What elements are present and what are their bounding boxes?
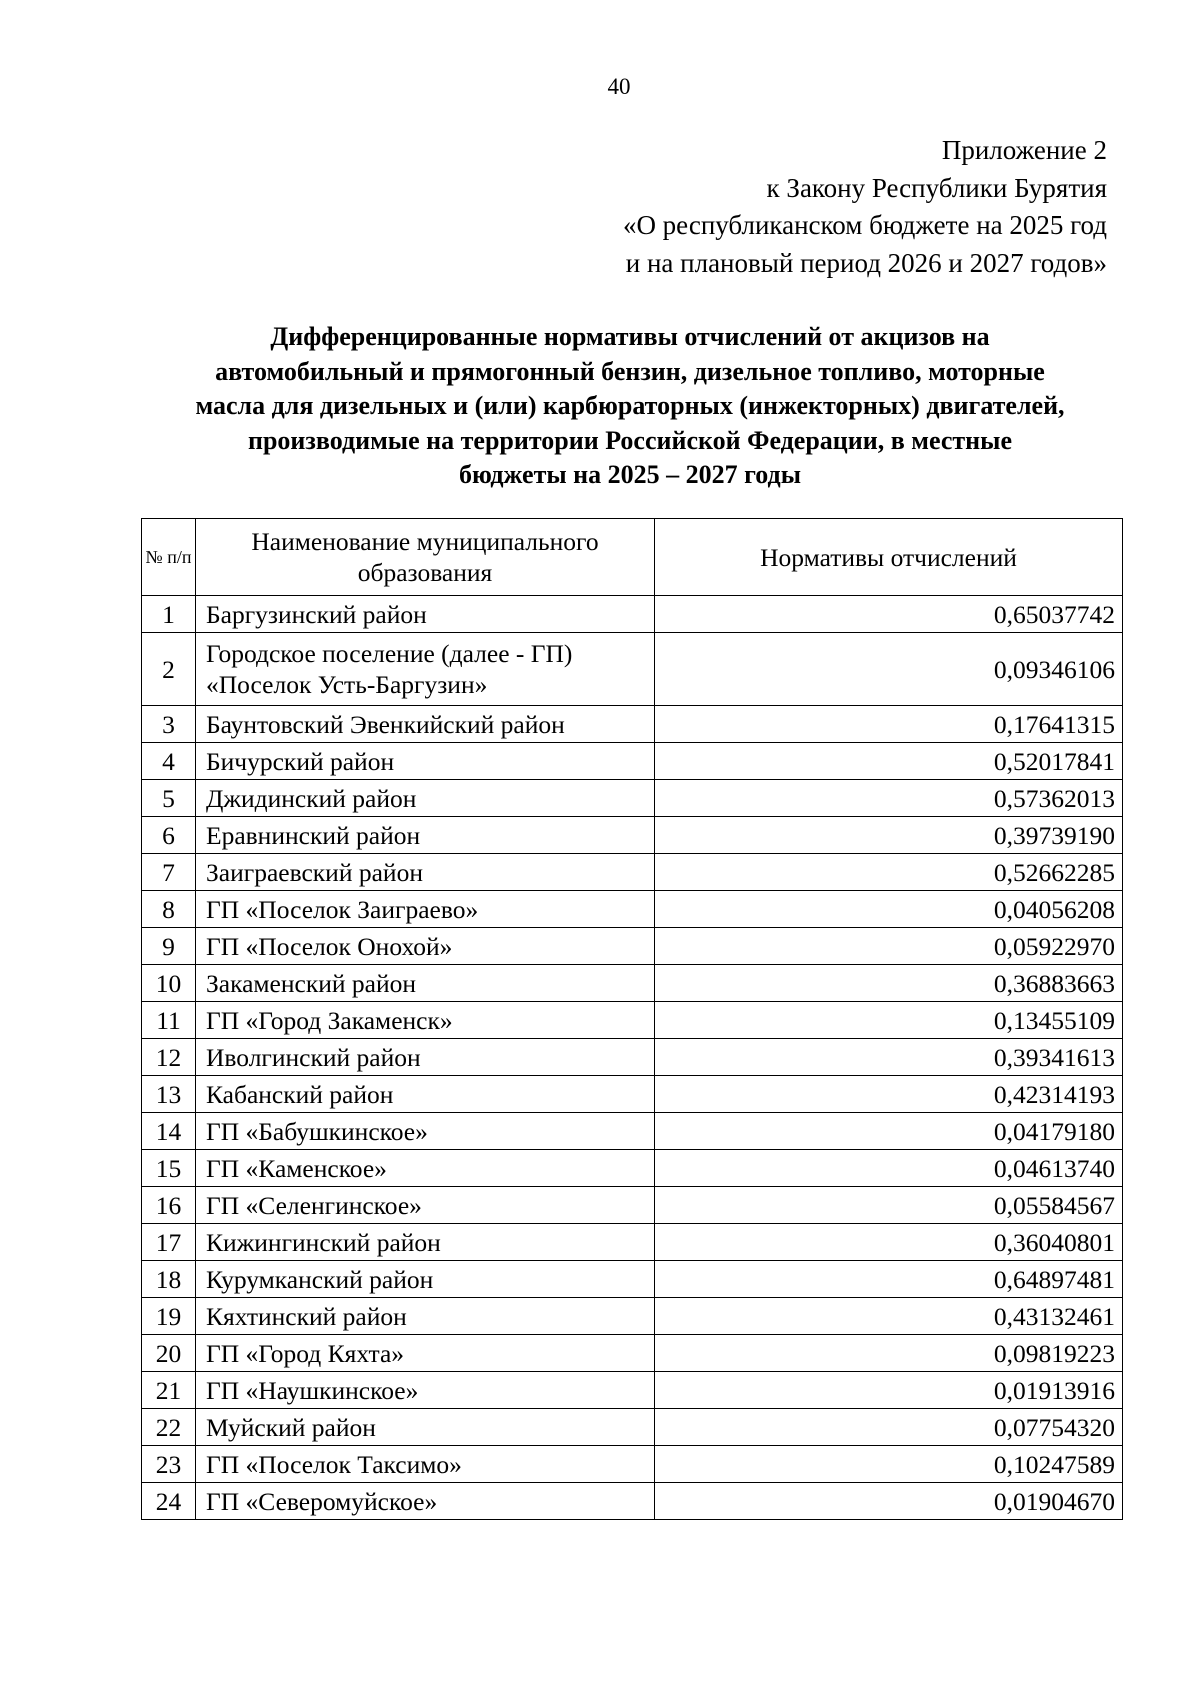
row-number: 4 bbox=[142, 743, 196, 780]
municipality-name: Кижингинский район bbox=[196, 1224, 655, 1261]
title-line: бюджеты на 2025 – 2027 годы bbox=[459, 460, 801, 489]
header-number: № п/п bbox=[142, 519, 196, 596]
table-row bbox=[142, 1409, 1123, 1446]
table-row bbox=[142, 1335, 1123, 1372]
norm-value: 0,07754320 bbox=[655, 1409, 1123, 1446]
row-number: 1 bbox=[142, 596, 196, 633]
municipality-name: ГП «Поселок Заиграево» bbox=[196, 891, 655, 928]
table-row bbox=[142, 1261, 1123, 1298]
row-number: 12 bbox=[142, 1039, 196, 1076]
appendix-line: и на плановый период 2026 и 2027 годов» bbox=[625, 247, 1107, 278]
row-number: 5 bbox=[142, 780, 196, 817]
table-row bbox=[142, 706, 1123, 743]
municipality-name-line: Городское поселение (далее - ГП) bbox=[206, 639, 573, 668]
appendix-reference bbox=[623, 132, 1107, 282]
row-number: 10 bbox=[142, 965, 196, 1002]
row-number: 3 bbox=[142, 706, 196, 743]
row-number: 20 bbox=[142, 1335, 196, 1372]
document-title bbox=[140, 320, 1120, 493]
appendix-line: Приложение 2 bbox=[941, 135, 1107, 165]
title-line: автомобильный и прямогонный бензин, дизельное топливо, моторные bbox=[215, 356, 1045, 386]
norm-value: 0,04179180 bbox=[655, 1113, 1123, 1150]
municipality-name: Иволгинский район bbox=[196, 1039, 655, 1076]
table-row bbox=[142, 780, 1123, 817]
norm-value: 0,05922970 bbox=[655, 928, 1123, 965]
norm-value: 0,01913916 bbox=[655, 1372, 1123, 1409]
municipality-name: Муйский район bbox=[196, 1409, 655, 1446]
row-number: 19 bbox=[142, 1298, 196, 1335]
row-number: 9 bbox=[142, 928, 196, 965]
norm-value: 0,39739190 bbox=[655, 817, 1123, 854]
table-row bbox=[142, 854, 1123, 891]
municipality-name: Заиграевский район bbox=[196, 854, 655, 891]
table-row bbox=[142, 817, 1123, 854]
page-number: 40 bbox=[607, 74, 631, 99]
row-number: 24 bbox=[142, 1483, 196, 1520]
norm-value: 0,42314193 bbox=[655, 1076, 1123, 1113]
norm-value: 0,05584567 bbox=[655, 1187, 1123, 1224]
municipality-name: Кабанский район bbox=[196, 1076, 655, 1113]
table-row bbox=[142, 965, 1123, 1002]
table-row bbox=[142, 1150, 1123, 1187]
row-number: 2 bbox=[142, 633, 196, 706]
municipality-name: ГП «Поселок Онохой» bbox=[196, 928, 655, 965]
municipality-name: ГП «Поселок Таксимо» bbox=[196, 1446, 655, 1483]
municipality-name: ГП «Бабушкинское» bbox=[196, 1113, 655, 1150]
table-header-row bbox=[142, 519, 1123, 596]
table-row bbox=[142, 1298, 1123, 1335]
norm-value: 0,17641315 bbox=[655, 706, 1123, 743]
municipality-name: Баргузинский район bbox=[196, 596, 655, 633]
appendix-line: «О республиканском бюджете на 2025 год bbox=[622, 210, 1107, 240]
municipality-name: ГП «Каменское» bbox=[196, 1150, 655, 1187]
municipality-name: Джидинский район bbox=[196, 780, 655, 817]
row-number: 7 bbox=[142, 854, 196, 891]
table-row bbox=[142, 1446, 1123, 1483]
norm-value: 0,57362013 bbox=[655, 780, 1123, 817]
municipality-name: Кяхтинский район bbox=[196, 1298, 655, 1335]
table-row bbox=[142, 1113, 1123, 1150]
table-row bbox=[142, 1224, 1123, 1261]
municipality-name: Курумканский район bbox=[196, 1261, 655, 1298]
table-row bbox=[142, 928, 1123, 965]
title-line: масла для дизельных и (или) карбюраторных (инжекторных) двигателей, bbox=[195, 391, 1065, 420]
row-number: 18 bbox=[142, 1261, 196, 1298]
municipality-name-line: «Поселок Усть-Баргузин» bbox=[206, 670, 488, 699]
norm-value: 0,04056208 bbox=[655, 891, 1123, 928]
row-number: 21 bbox=[142, 1372, 196, 1409]
municipality-name: Еравнинский район bbox=[196, 817, 655, 854]
norm-value: 0,01904670 bbox=[655, 1483, 1123, 1520]
table-row bbox=[142, 743, 1123, 780]
municipality-name: ГП «Северомуйское» bbox=[196, 1483, 655, 1520]
norm-value: 0,52017841 bbox=[655, 743, 1123, 780]
municipality-name: ГП «Город Кяхта» bbox=[196, 1335, 655, 1372]
row-number: 16 bbox=[142, 1187, 196, 1224]
row-number: 17 bbox=[142, 1224, 196, 1261]
norms-table bbox=[141, 518, 1123, 1520]
table-row bbox=[142, 1002, 1123, 1039]
table-row bbox=[142, 1187, 1123, 1224]
norm-value: 0,04613740 bbox=[655, 1150, 1123, 1187]
municipality-name: Закаменский район bbox=[196, 965, 655, 1002]
row-number: 15 bbox=[142, 1150, 196, 1187]
norm-value: 0,36883663 bbox=[655, 965, 1123, 1002]
municipality-name: Баунтовский Эвенкийский район bbox=[196, 706, 655, 743]
row-number: 14 bbox=[142, 1113, 196, 1150]
norm-value: 0,09346106 bbox=[655, 633, 1123, 706]
header-municipality: Наименование муниципального образования bbox=[196, 519, 655, 596]
row-number: 23 bbox=[142, 1446, 196, 1483]
municipality-name: ГП «Город Закаменск» bbox=[196, 1002, 655, 1039]
row-number: 13 bbox=[142, 1076, 196, 1113]
norm-value: 0,09819223 bbox=[655, 1335, 1123, 1372]
norm-value: 0,65037742 bbox=[655, 596, 1123, 633]
row-number: 8 bbox=[142, 891, 196, 928]
table-row bbox=[142, 596, 1123, 633]
title-line: Дифференцированные нормативы отчислений от акцизов на bbox=[270, 322, 990, 351]
title-line: производимые на территории Российской Федерации, в местные bbox=[247, 425, 1012, 455]
norm-value: 0,64897481 bbox=[655, 1261, 1123, 1298]
table-row bbox=[142, 1076, 1123, 1113]
header-norms: Нормативы отчислений bbox=[655, 519, 1123, 596]
municipality-name: ГП «Селенгинское» bbox=[196, 1187, 655, 1224]
municipality-name: Бичурский район bbox=[196, 743, 655, 780]
table-row bbox=[142, 633, 1123, 706]
table-row bbox=[142, 1372, 1123, 1409]
norm-value: 0,43132461 bbox=[655, 1298, 1123, 1335]
norm-value: 0,52662285 bbox=[655, 854, 1123, 891]
municipality-name bbox=[196, 633, 655, 706]
municipality-name: ГП «Наушкинское» bbox=[196, 1372, 655, 1409]
table-row bbox=[142, 1483, 1123, 1520]
norm-value: 0,39341613 bbox=[655, 1039, 1123, 1076]
row-number: 6 bbox=[142, 817, 196, 854]
row-number: 22 bbox=[142, 1409, 196, 1446]
table-row bbox=[142, 891, 1123, 928]
table-row bbox=[142, 1039, 1123, 1076]
norm-value: 0,10247589 bbox=[655, 1446, 1123, 1483]
row-number: 11 bbox=[142, 1002, 196, 1039]
norm-value: 0,13455109 bbox=[655, 1002, 1123, 1039]
appendix-line: к Закону Республики Бурятия bbox=[766, 172, 1107, 203]
norm-value: 0,36040801 bbox=[655, 1224, 1123, 1261]
